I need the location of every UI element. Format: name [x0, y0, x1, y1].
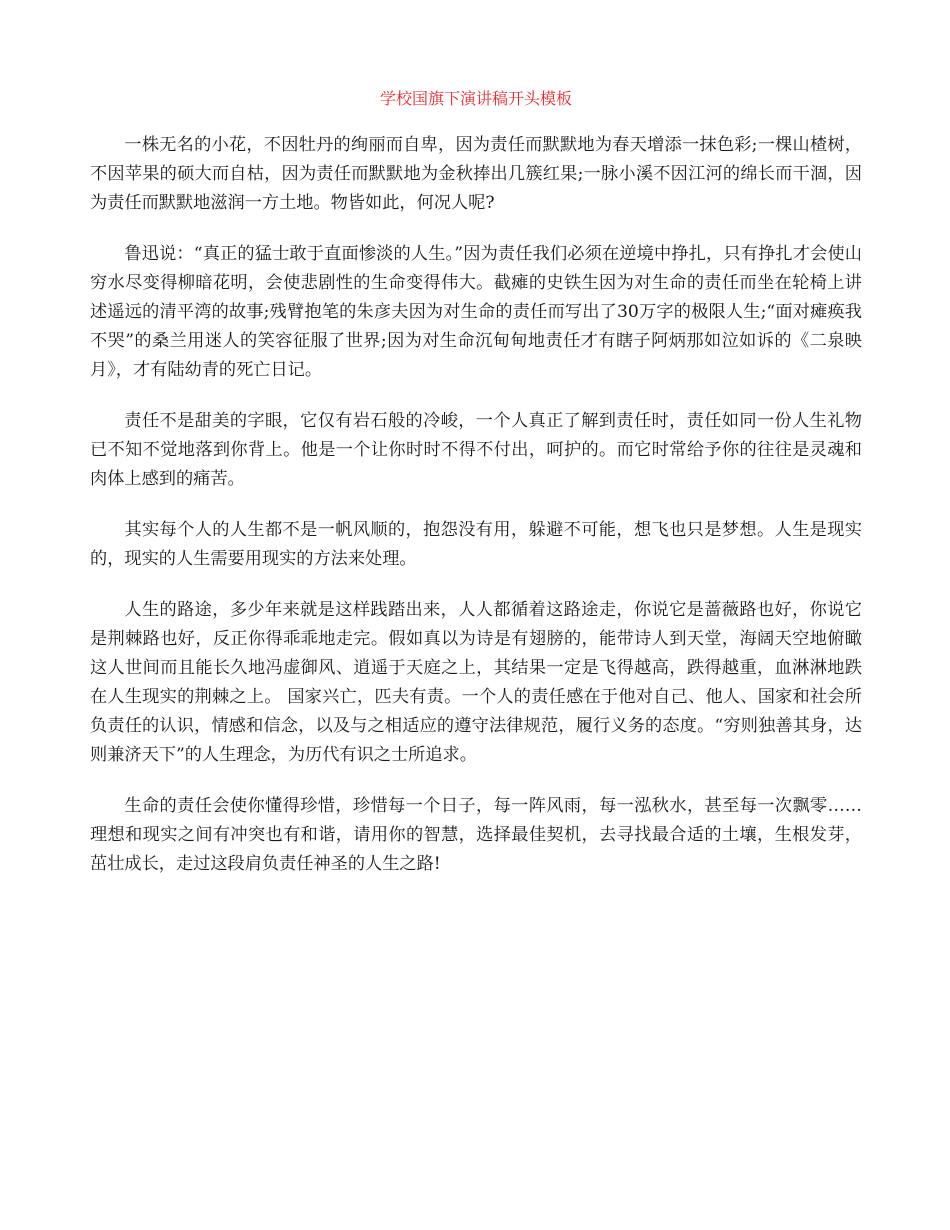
paragraph-3: 责任不是甜美的字眼，它仅有岩石般的冷峻，一个人真正了解到责任时，责任如同一份人生礼物已不知不觉地落到你背上。他是一个让你时时不得不付出，呵护的。而它时常给予你的往往是灵魂和肉体上感到的痛苦。: [90, 411, 862, 489]
document-title: 学校国旗下演讲稿开头模板: [379, 89, 572, 108]
paragraph-2: 鲁迅说：“真正的猛士敢于直面惨淡的人生。”因为责任我们必须在逆境中挣扎，只有挣扎才会使山穷水尽变得柳暗花明，会使悲剧性的生命变得伟大。截瘫的史铁生因为对生命的责任而坐在轮椅上讲述遥远的清平湾的故事;残臂抱笔的朱彦夫因为对生命的责任而写出了30万字的极限人生;“面对瘫痪我不哭”的桑兰用迷人的笑容征服了世界;因为对生命沉甸甸地责任才有瞎子阿炳那如泣如诉的《二泉映月》，才有陆幼青的死亡日记。: [90, 244, 862, 380]
paragraph-1: 一株无名的小花，不因牡丹的绚丽而自卑，因为责任而默默地为春天增添一抹色彩;一棵山楂树，不因苹果的硕大而自枯，因为责任而默默地为金秋捧出几簇红果;一脉小溪不因江河的绵长而干涸，因为责任而默默地滋润一方土地。物皆如此，何况人呢?: [90, 135, 862, 213]
paragraph-5: 人生的路途，多少年来就是这样践踏出来，人人都循着这路途走，你说它是蔷薇路也好，你说它是荆棘路也好，反正你得乖乖地走完。假如真以为诗是有翅膀的，能带诗人到天堂，海阔天空地俯瞰这人世间而且能长久地冯虚御风、逍遥于天庭之上，其结果一定是飞得越高，跌得越重，血淋淋地跌在人生现实的荆棘之上。 国家兴亡，匹夫有责。一个人的责任感在于他对自己、他人、国家和社会所负责任的认识，情感和信念，以及与之相适应的遵守法律规范，履行义务的态度。“穷则独善其身，达则兼济天下”的人生理念，为历代有识之士所追求。: [90, 600, 862, 765]
paragraph-4: 其实每个人的人生都不是一帆风顺的，抱怨没有用，躲避不可能，想飞也只是梦想。人生是现实的，现实的人生需要用现实的方法来处理。: [90, 520, 862, 569]
document-page: [90, 85, 862, 901]
paragraph-6: 生命的责任会使你懂得珍惜，珍惜每一个日子，每一阵风雨，每一泓秋水，甚至每一次飘零……理想和现实之间有冲突也有和谐，请用你的智慧，选择最佳契机，去寻找最合适的土壤，生根发芽，茁壮成长，走过这段肩负责任神圣的人生之路!: [90, 796, 862, 874]
